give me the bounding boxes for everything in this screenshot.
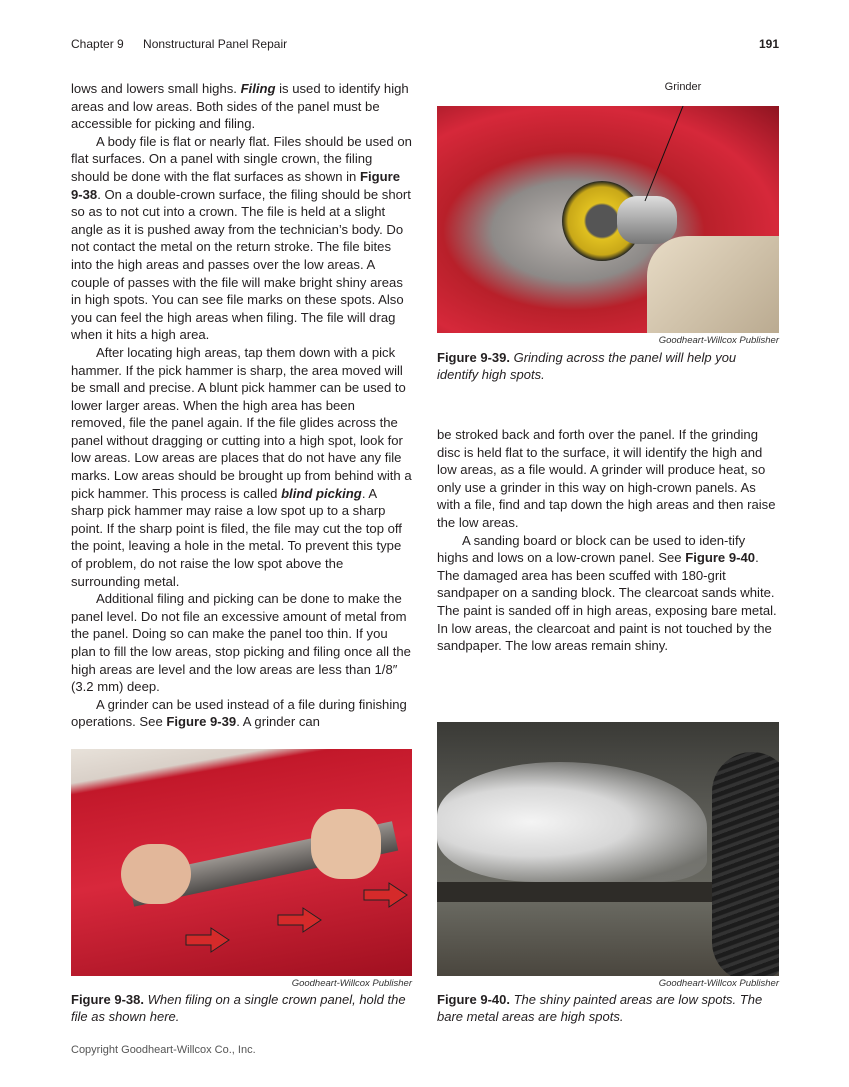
figure-9-38-photo: [71, 749, 412, 976]
figure-9-40-photo: [437, 722, 779, 976]
figure-credit: Goodheart-Willcox Publisher: [658, 335, 779, 346]
paragraph: A grinder can be used instead of a file during finishing operations. See Figure 9-39. A grinder can: [71, 696, 407, 730]
page-number: 191: [758, 37, 779, 51]
panel-edge: [437, 882, 727, 902]
arrow-icon: [186, 928, 229, 952]
figure-credit: Goodheart-Willcox Publisher: [291, 978, 412, 989]
callout-line: [437, 106, 779, 333]
figure-caption: Figure 9-39. Grinding across the panel will help you identify high spots.: [437, 350, 737, 382]
grinder-callout-label: Grinder: [664, 81, 702, 93]
paragraph: A sanding board or block can be used to iden-tify highs and lows on a low-crown panel. See Figure 9-40. The damaged area has been scuffed with 180-grit sandpaper on a sanding block. The clearcoat sands white. The paint is sanded off in high areas, exposing bare metal. In low areas, the clearcoat and paint is not touched by the sandpaper. The low areas remain shiny.: [437, 532, 777, 654]
paragraph: be stroked back and forth over the panel. If the grinding disc is held flat to the surface, it will identify the high and low areas, as a file would. A grinder will produce heat, so only use a grinder in this way on high-crown panels. As with a file, find and tap down the high areas and then raise the low areas.: [437, 427, 776, 530]
figure-caption: Figure 9-38. When filing on a single crown panel, hold the file as shown here.: [71, 992, 406, 1024]
figure-credit: Goodheart-Willcox Publisher: [658, 978, 779, 989]
paragraph: After locating high areas, tap them down with a pick hammer. If the pick hammer is sharp, the area moved will be small and precise. A blunt pick hammer can be used to lower larger areas. When the high area has been removed, file the panel again. If the file glides across the panel without dragging or cutting into a high spot, look for low areas. Low areas are places that do not have any file marks. Low areas should be brought up from behind with a pick hammer. This process is called blind picking. A sharp pick hammer may raise a low spot up to a sharp point. If the sharp point is filed, the file may cut the top off the point, leaving a hole in the metal. To prevent this type of problem, do not raise the low spot above the surrounding metal.: [71, 344, 412, 589]
sanded-area: [437, 762, 707, 882]
copyright-footer: Copyright Goodheart-Willcox Co., Inc.: [71, 1044, 256, 1056]
tire: [712, 752, 779, 976]
figure-caption: Figure 9-40. The shiny painted areas are low spots. The bare metal areas are high spots.: [437, 992, 763, 1024]
right-column: [437, 426, 780, 655]
direction-arrows: [71, 749, 412, 976]
chapter-label: Chapter 9: [71, 37, 124, 51]
running-header: [71, 37, 287, 51]
paragraph: A body file is flat or nearly flat. Files should be used on flat surfaces. On a panel with single crown, the filing should be done with the flat surfaces as shown in Figure 9-38. On a double-crown surface, the filing should be short so as to not cut into a crown. The file is held at a slight angle as it is pushed away from the technician’s body. Do not contact the metal on the return stroke. The file bites into the high areas and passes over the low areas. A couple of passes with the file will make bright shiny areas in high spots. You can see file marks on these spots. Also you can feel the high areas when filing. The file will drag when it hits a high area.: [71, 133, 412, 343]
paragraph: Additional filing and picking can be done to make the panel level. Do not file an excessive amount of metal from the panel. Doing so can make the panel too thin. If you plan to fill the low areas, stop picking and filing once all the high areas are level and the low areas are less than 1/8″ (3.2 mm) deep.: [71, 591, 411, 695]
paragraph: lows and lowers small highs. Filing is used to identify high areas and low areas. Both sides of the panel must be accessible for picking and filing.: [71, 81, 409, 132]
arrow-icon: [364, 883, 407, 907]
chapter-title: Nonstructural Panel Repair: [143, 37, 288, 51]
arrow-icon: [278, 908, 321, 932]
left-column: [71, 80, 412, 731]
figure-9-39-photo: [437, 106, 779, 333]
